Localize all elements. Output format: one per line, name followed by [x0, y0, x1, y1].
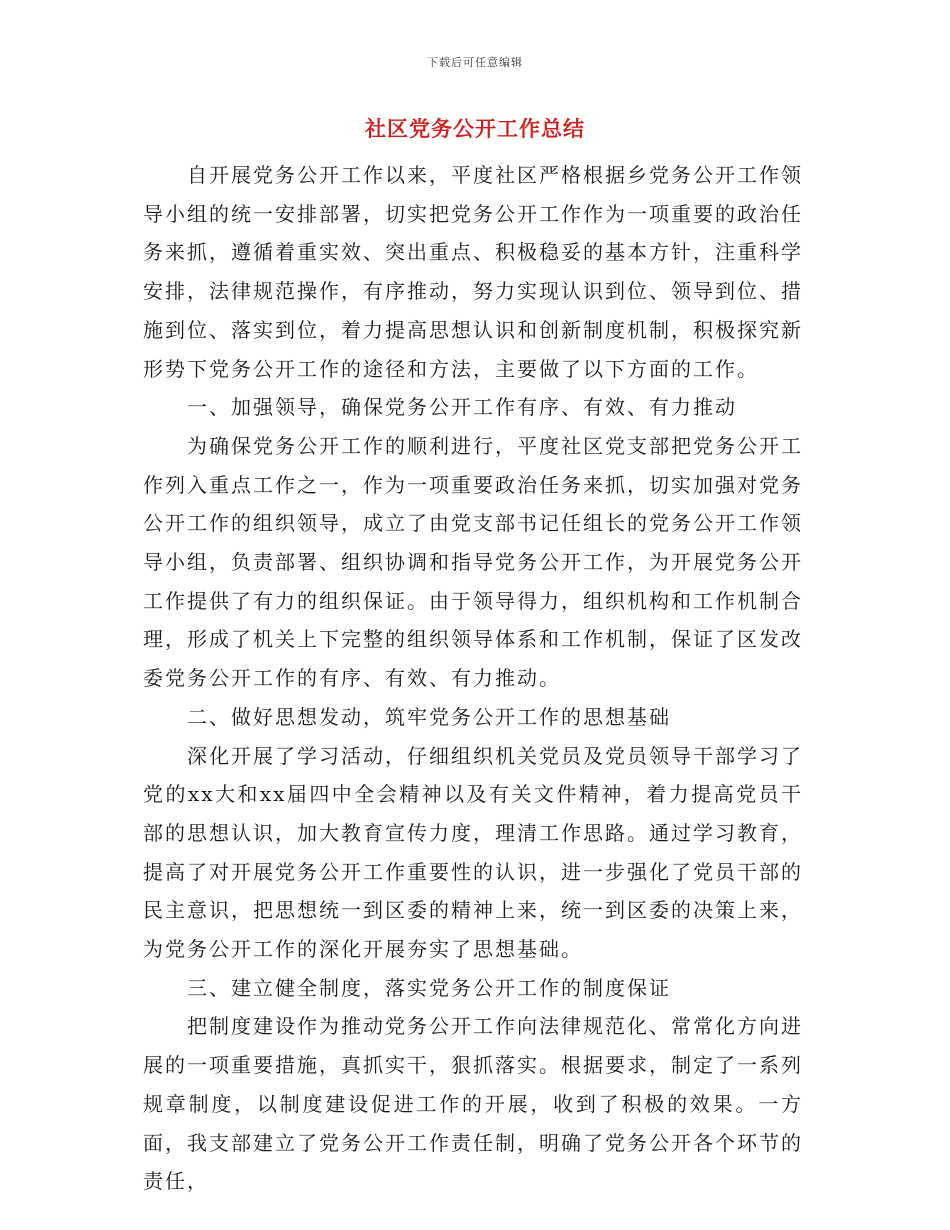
section-heading-1: 一、加强领导，确保党务公开工作有序、有效、有力推动: [187, 395, 737, 420]
paragraph-intro: 自开展党务公开工作以来，平度社区严格根据乡党务公开工作领导小组的统一安排部署，切实把党务公开工作作为一项重要的政治任务来抓，遵循着重实效、突出重点、积极稳妥的基本方针，注重科学安排，法律规范操作，有序推动，努力实现认识到位、领导到位、措施到位、落实到位，着力提高思想认识和创新制度机制，积极探究新形势下党务公开工作的途径和方法，主要做了以下方面的工作。: [143, 163, 803, 381]
paragraph-section-2: 深化开展了学习活动，仔细组织机关党员及党员领导干部学习了党的xx大和xx届四中全会精神以及有关文件精神，着力提高党员干部的思想认识，加大教育宣传力度，理清工作思路。通过学习教育，提高了对开展党务公开工作重要性的认识，进一步强化了党员干部的民主意识，把思想统一到区委的精神上来，统一到区委的决策上来，为党务公开工作的深化开展夯实了思想基础。: [143, 743, 803, 962]
header-note: 下载后可任意编辑: [427, 56, 523, 69]
section-heading-2: 二、做好思想发动，筑牢党务公开工作的思想基础: [187, 704, 671, 729]
document-title: 社区党务公开工作总结: [365, 116, 585, 141]
section-heading-3: 三、建立健全制度，落实党务公开工作的制度保证: [187, 975, 671, 1000]
paragraph-section-1: 为确保党务公开工作的顺利进行，平度社区党支部把党务公开工作列入重点工作之一，作为一项重要政治任务来抓，切实加强对党务公开工作的组织领导，成立了由党支部书记任组长的党务公开工作领导小组，负责部署、组织协调和指导党务公开工作，为开展党务公开工作提供了有力的组织保证。由于领导得力，组织机构和工作机制合理，形成了机关上下完整的组织领导体系和工作机制，保证了区发改委党务公开工作的有序、有效、有力推动。: [143, 433, 803, 691]
paragraph-section-3: 把制度建设作为推动党务公开工作向法律规范化、常常化方向进展的一项重要措施，真抓实干，狠抓落实。根据要求，制定了一系列规章制度，以制度建设促进工作的开展，收到了积极的效果。一方面，我支部建立了党务公开工作责任制，明确了党务公开各个环节的责任，: [143, 1014, 803, 1194]
document-body: [143, 156, 803, 1201]
